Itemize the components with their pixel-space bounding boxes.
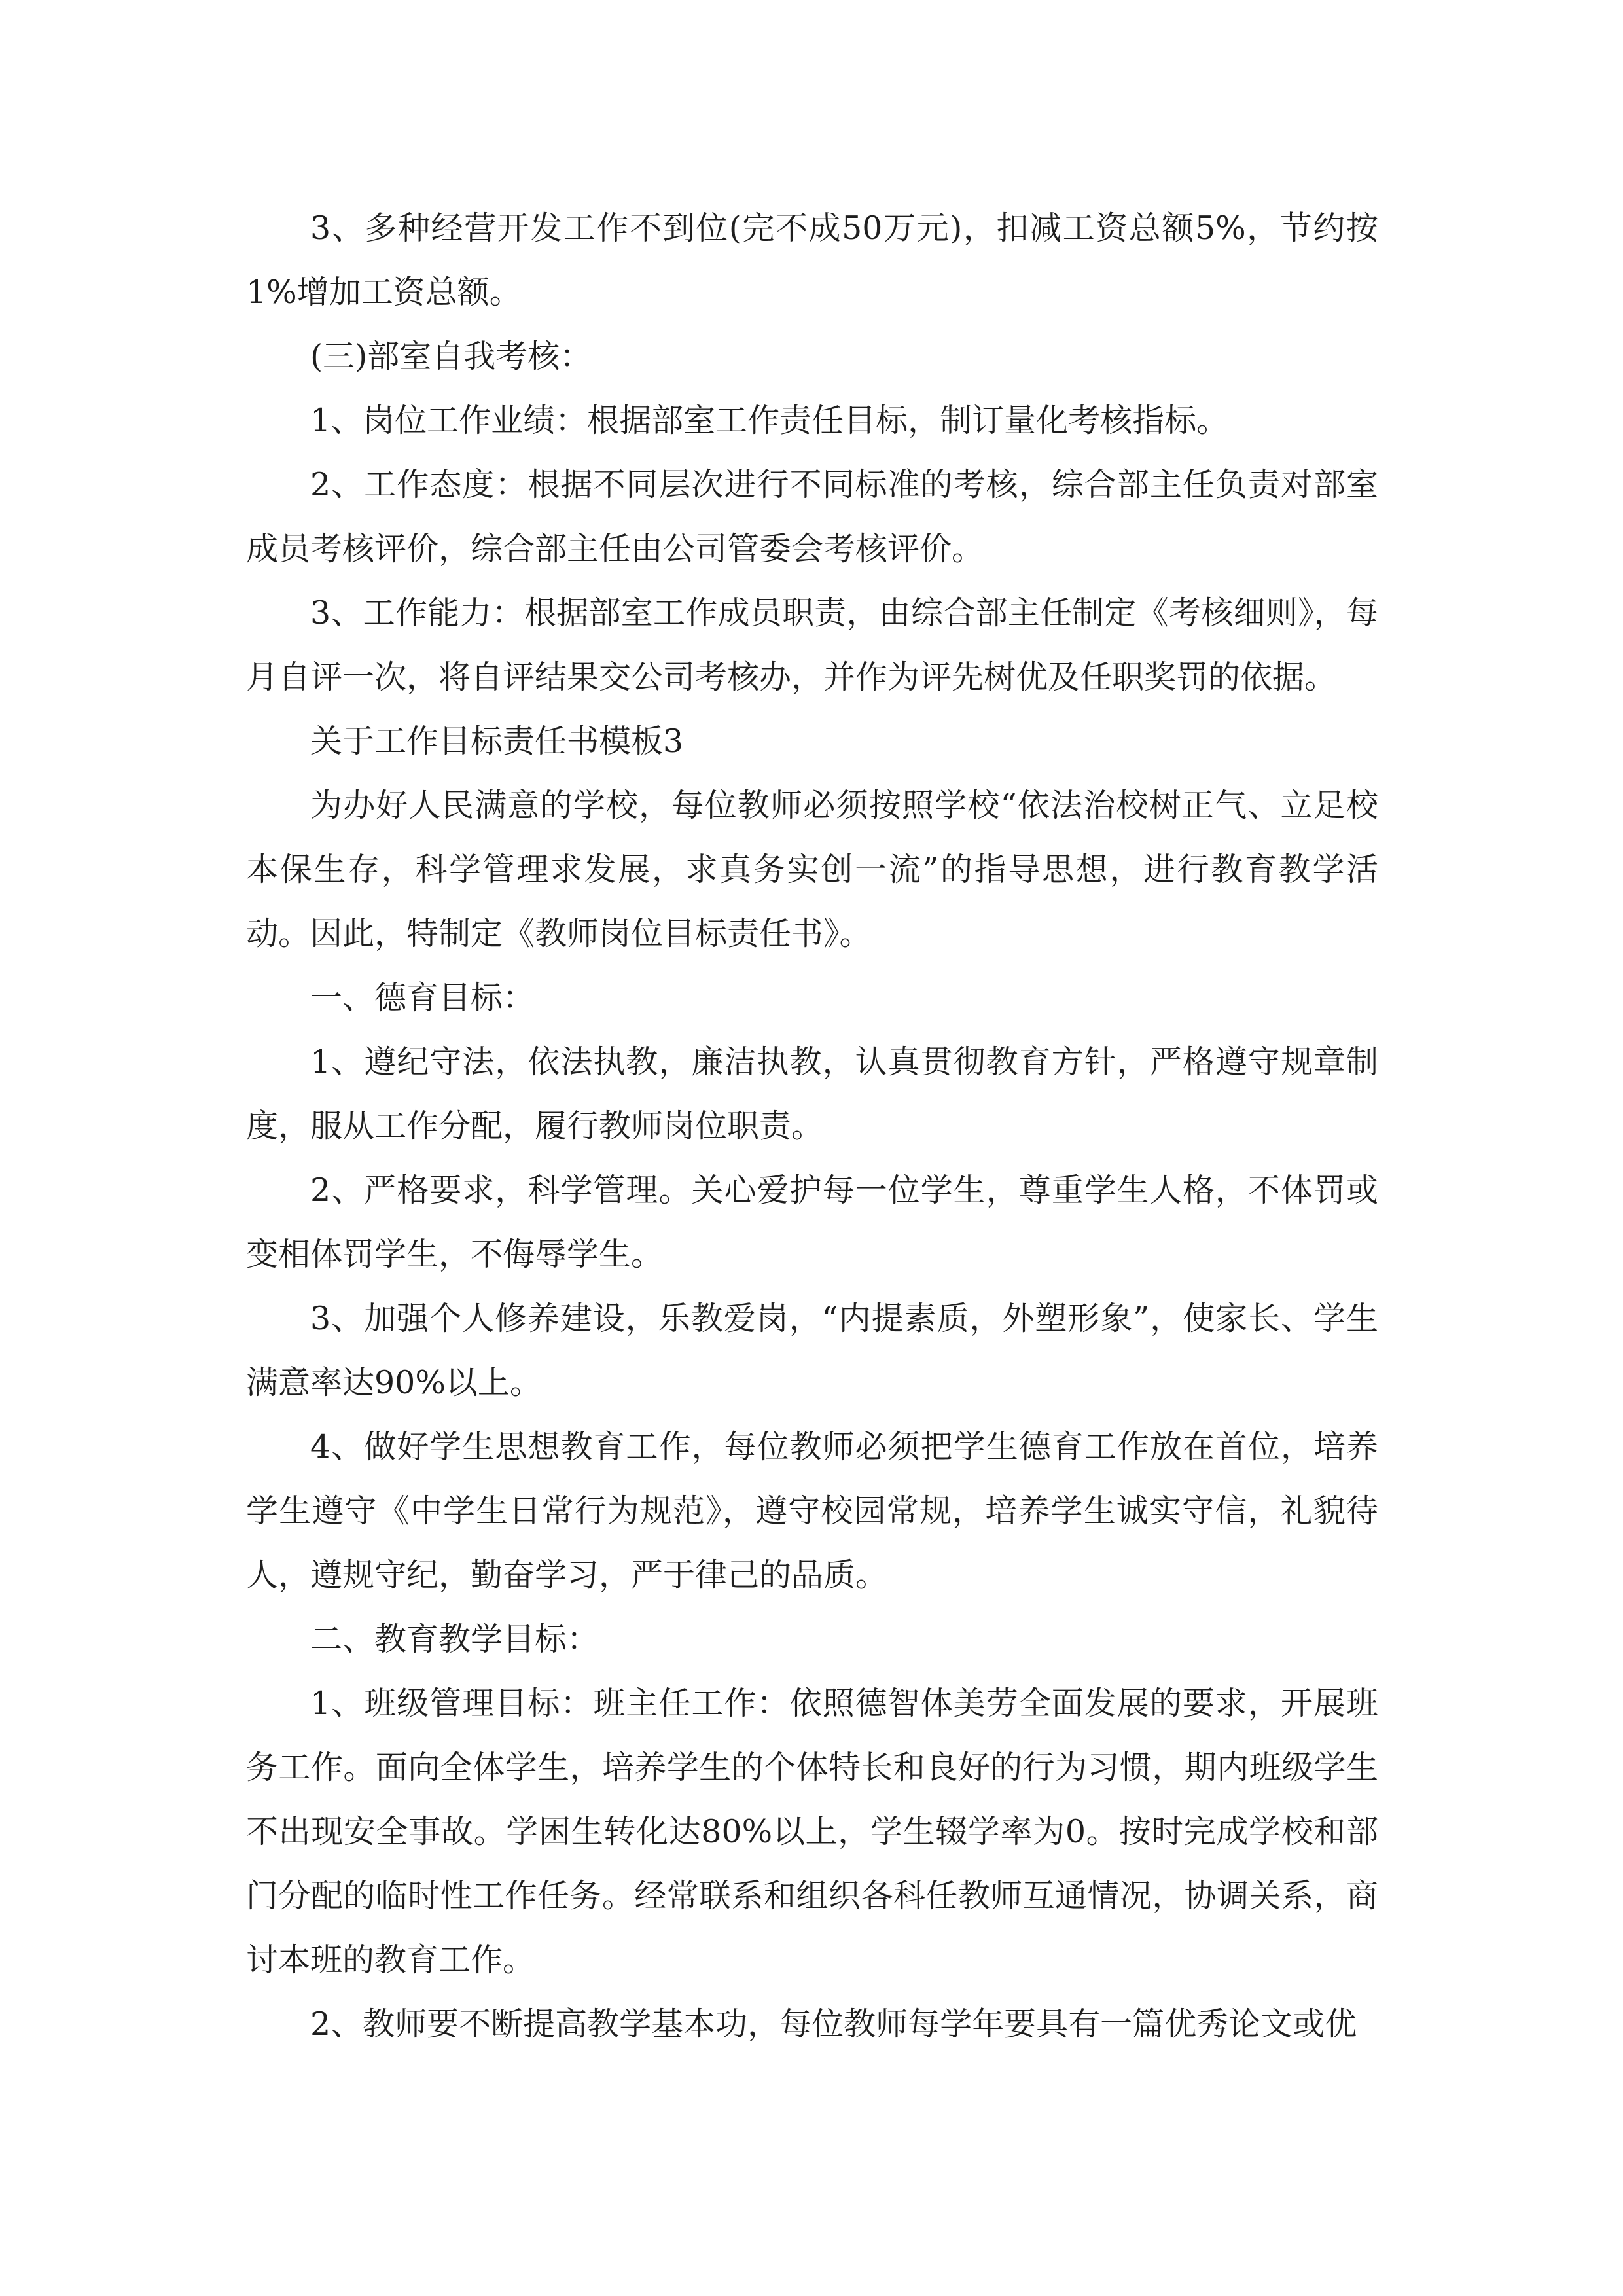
paragraph: 2、严格要求，科学管理。关心爱护每一位学生，尊重学生人格，不体罚或变相体罚学生，不侮辱学生。 xyxy=(246,1172,1378,1273)
paragraph: 为办好人民满意的学校，每位教师必须按照学校“依法治校树正气、立足校本保生存，科学管理求发展，求真务实创一流”的指导思想，进行教育教学活动。因此，特制定《教师岗位目标责任书》。 xyxy=(246,787,1378,952)
document-title: 关于工作目标责任书模板3 xyxy=(310,723,684,760)
paragraph: 3、多种经营开发工作不到位(完不成50万元)，扣减工资总额5%，节约按1%增加工资总额。 xyxy=(246,209,1378,311)
section-heading: 一、德育目标： xyxy=(310,979,535,1016)
paragraph: 1、岗位工作业绩：根据部室工作责任目标，制订量化考核指标。 xyxy=(310,402,1229,439)
paragraph: 3、工作能力：根据部室工作成员职责，由综合部主任制定《考核细则》，每月自评一次，将自评结果交公司考核办，并作为评先树优及任职奖罚的依据。 xyxy=(246,594,1378,696)
paragraph: 1、遵纪守法，依法执教，廉洁执教，认真贯彻教育方针，严格遵守规章制度，服从工作分配，履行教师岗位职责。 xyxy=(246,1043,1378,1145)
paragraph: 1、班级管理目标：班主任工作：依照德智体美劳全面发展的要求，开展班务工作。面向全体学生，培养学生的个体特长和良好的行为习惯，期内班级学生不出现安全事故。学困生转化达80%以上，学生辍学率为0。按时完成学校和部门分配的临时性工作任务。经常联系和组织各科任教师互通情况，协调关系，商讨本班的教育工作。 xyxy=(246,1685,1378,1979)
document-body xyxy=(246,196,1378,2056)
paragraph: 3、加强个人修养建设，乐教爱岗，“内提素质，外塑形象”，使家长、学生满意率达90%以上。 xyxy=(246,1300,1378,1401)
paragraph: 4、做好学生思想教育工作，每位教师必须把学生德育工作放在首位，培养学生遵守《中学生日常行为规范》，遵守校园常规，培养学生诚实守信，礼貌待人，遵规守纪，勤奋学习，严于律己的品质。 xyxy=(246,1428,1378,1594)
paragraph: 2、教师要不断提高教学基本功，每位教师每学年要具有一篇优秀论文或优 xyxy=(310,2005,1357,2043)
section-heading: (三)部室自我考核： xyxy=(310,338,592,375)
section-heading: 二、教育教学目标： xyxy=(310,1621,599,1658)
paragraph: 2、工作态度：根据不同层次进行不同标准的考核，综合部主任负责对部室成员考核评价，综合部主任由公司管委会考核评价。 xyxy=(246,466,1378,567)
